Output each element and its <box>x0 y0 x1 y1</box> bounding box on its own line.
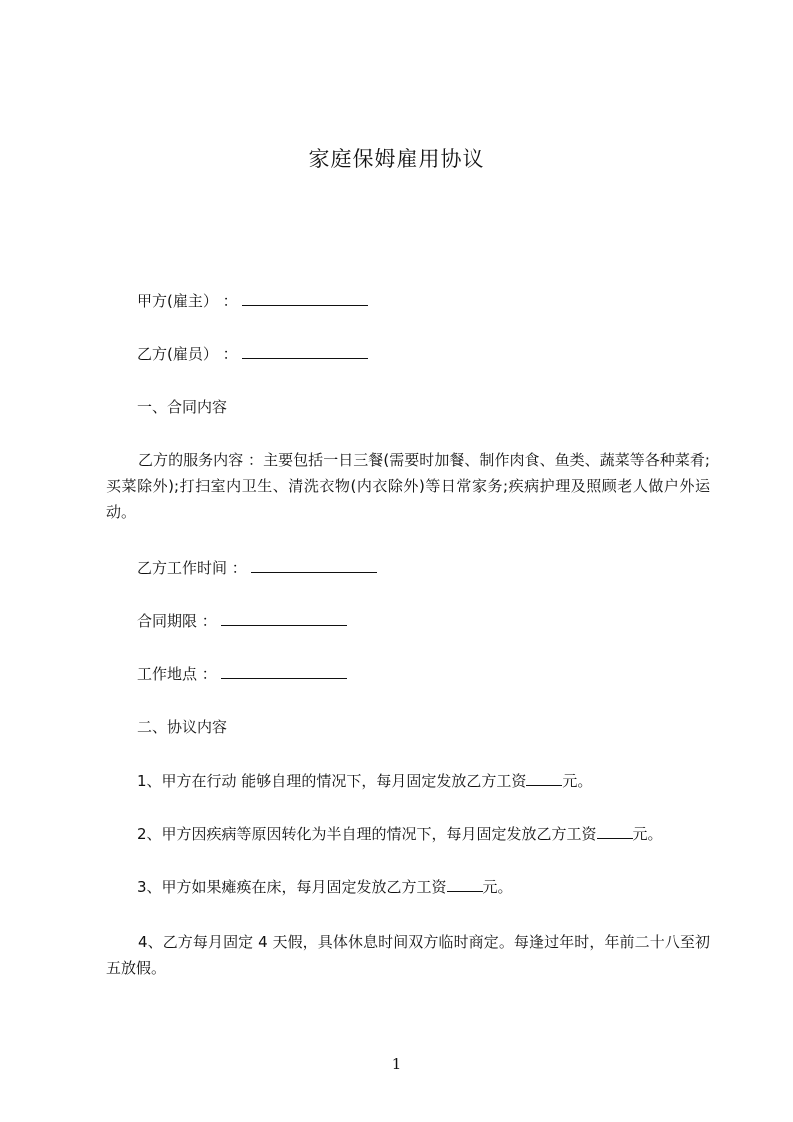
agreement-item-3 <box>137 877 513 897</box>
work-time-label: 乙方工作时间 ： <box>137 559 247 577</box>
item1-salary-blank <box>526 771 562 786</box>
party-b-label: 乙方(雇员） ： <box>137 345 238 363</box>
work-time-blank <box>251 558 377 573</box>
contract-term-blank <box>221 611 347 626</box>
item3-salary-blank <box>447 877 483 892</box>
party-b-line <box>137 344 368 364</box>
party-b-blank <box>242 344 368 359</box>
work-location-line <box>137 664 347 684</box>
agreement-item-1 <box>137 771 592 791</box>
party-a-label: 甲方(雇主） ： <box>137 292 238 310</box>
work-time-line <box>137 558 377 578</box>
page-number: 1 <box>391 1055 402 1073</box>
service-content-paragraph: 乙方的服务内容 ：主要包括一日三餐(需要时加餐、制作肉食、鱼类、蔬菜等各种菜肴;买菜除外);打扫室内卫生、清洗衣物(内衣除外)等日常家务;疾病护理及照顾老人做户外运动。 <box>106 451 710 521</box>
section1-heading: 一、合同内容 <box>137 398 228 416</box>
contract-term-line <box>137 611 347 631</box>
contract-term-label: 合同期限 ： <box>137 612 217 630</box>
agreement-item-4: 4、乙方每月固定 4 天假，具体休息时间双方临时商定。每逢过年时，年前二十八至初五放假。 <box>106 933 710 977</box>
section2-heading: 二、协议内容 <box>137 718 228 736</box>
item1-unit: 元。 <box>562 772 593 790</box>
agreement-item-2 <box>137 824 663 844</box>
item3-unit: 元。 <box>482 878 513 896</box>
work-location-blank <box>221 664 347 679</box>
item2-unit: 元。 <box>632 825 663 843</box>
item2-text: 2、甲方因疾病等原因转化为半自理的情况下，每月固定发放乙方工资 <box>137 825 597 843</box>
party-a-blank <box>242 291 368 306</box>
item2-salary-blank <box>597 824 633 839</box>
item3-text: 3、甲方如果瘫痪在床，每月固定发放乙方工资 <box>137 878 447 896</box>
item1-text: 1、甲方在行动 能够自理的情况下，每月固定发放乙方工资 <box>137 772 527 790</box>
party-a-line <box>137 291 368 311</box>
work-location-label: 工作地点 ： <box>137 665 217 683</box>
document-title: 家庭保姆雇用协议 <box>308 147 485 171</box>
